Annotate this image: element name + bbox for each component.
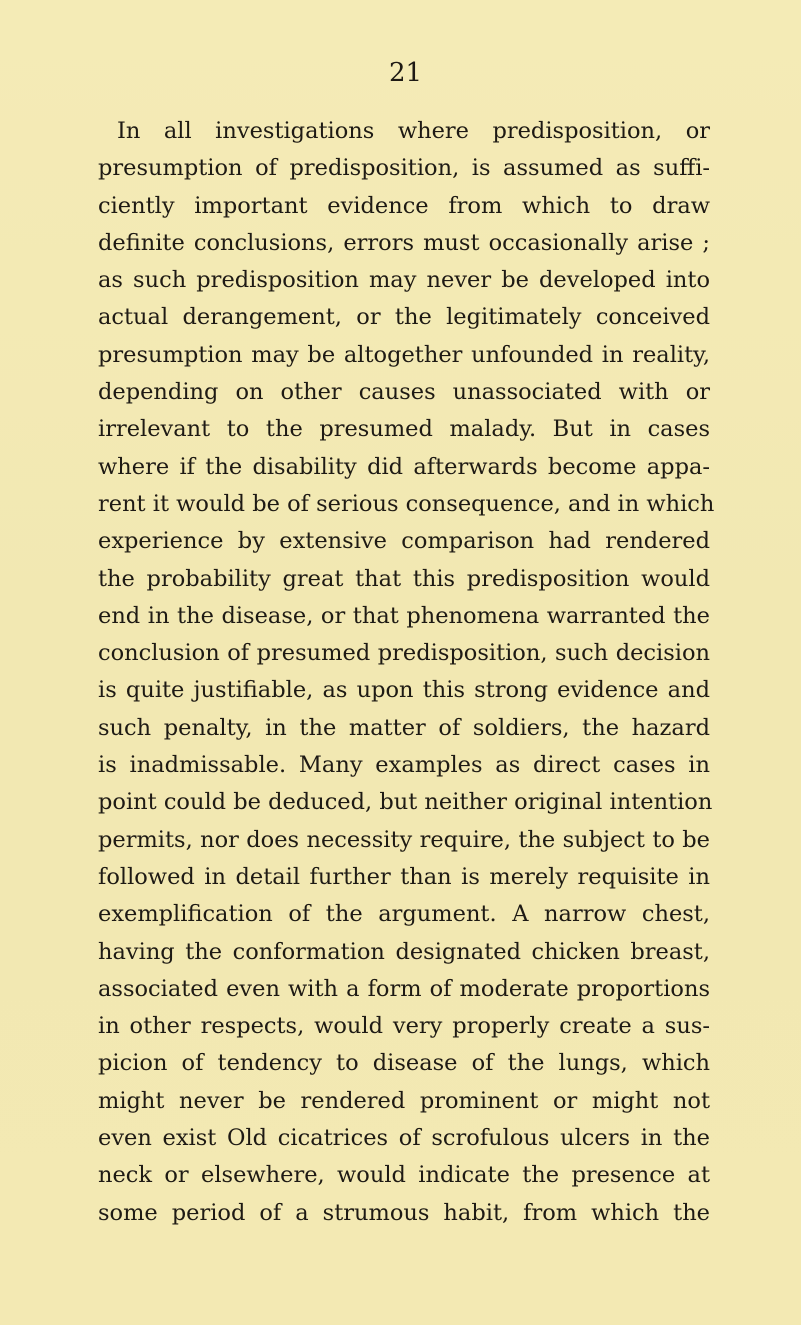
text-line: rent it would be of serious consequence, and in which — [98, 490, 715, 517]
text-line: permits, nor does necessity require, the subject to be — [98, 826, 710, 853]
text-line: the probability great that this predisposition would — [98, 565, 710, 592]
text-line: end in the disease, or that phenomena warranted the — [98, 602, 710, 629]
text-line: associated even with a form of moderate proportions — [98, 975, 710, 1002]
text-line: might never be rendered prominent or might not — [98, 1087, 710, 1114]
text-line: point could be deduced, but neither original intention — [98, 789, 713, 816]
text-line: ciently important evidence from which to draw — [98, 192, 710, 219]
text-line: having the conformation designated chicken breast, — [98, 938, 710, 965]
text-line: conclusion of presumed predisposition, such decision — [98, 640, 710, 667]
text-line: even exist Old cicatrices of scrofulous ulcers in the — [98, 1125, 710, 1152]
text-line: some period of a strumous habit, from which the — [98, 1199, 710, 1226]
text-line: in other respects, would very properly create a sus- — [98, 1013, 710, 1040]
text-line: picion of tendency to disease of the lungs, which — [98, 1050, 710, 1077]
text-line: experience by extensive comparison had rendered — [98, 528, 710, 555]
text-line: neck or elsewhere, would indicate the presence at — [98, 1162, 710, 1189]
text-line: depending on other causes unassociated with or — [98, 379, 710, 406]
text-line: In all investigations where predisposition, or — [117, 118, 710, 144]
page-number: 21 — [388, 58, 423, 88]
text-line: followed in detail further than is merely requisite in — [98, 863, 710, 890]
body-paragraph — [98, 113, 715, 1232]
text-line: definite conclusions, errors must occasionally arise ; — [98, 229, 710, 256]
text-line: actual derangement, or the legitimately conceived — [98, 304, 710, 331]
text-line: exemplification of the argument. A narrow chest, — [98, 901, 710, 928]
text-line: as such predisposition may never be developed into — [98, 267, 710, 294]
text-line: is quite justifiable, as upon this strong evidence and — [98, 677, 710, 704]
text-line: irrelevant to the presumed malady. But in cases — [98, 416, 710, 443]
text-line: is inadmissable. Many examples as direct cases in — [98, 752, 710, 779]
text-line: presumption may be altogether unfounded in reality, — [98, 341, 710, 368]
text-line: presumption of predisposition, is assumed as suffi- — [98, 155, 710, 182]
text-line: where if the disability did afterwards become appa- — [98, 453, 710, 480]
text-line: such penalty, in the matter of soldiers, the hazard — [98, 714, 710, 741]
